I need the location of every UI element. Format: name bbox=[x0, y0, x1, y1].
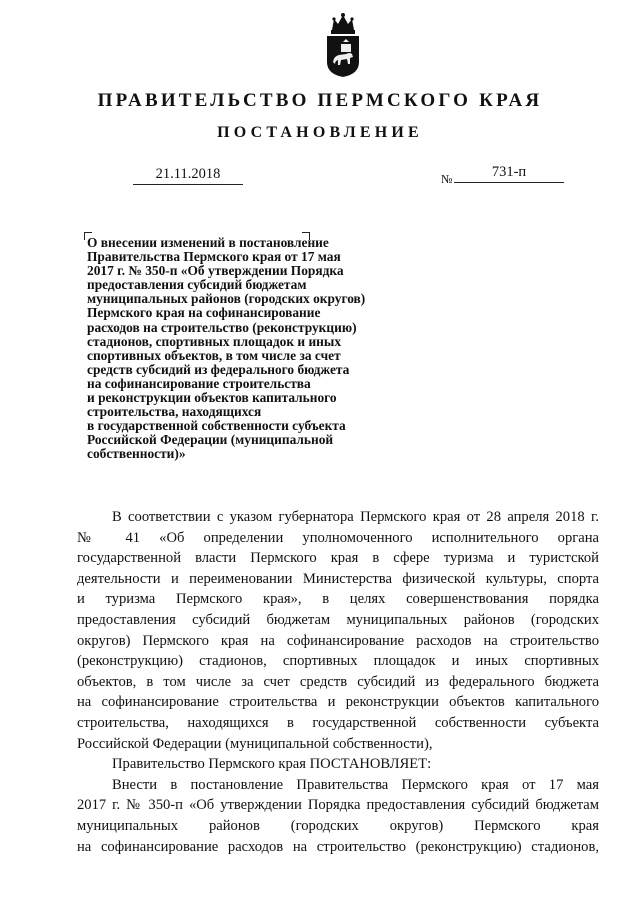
body-line: Правительство Пермского края ПОСТАНОВЛЯЕТ: bbox=[112, 756, 432, 773]
document-number: 731-п bbox=[454, 164, 564, 183]
body-line: государственной власти Пермского края в сфере туризма и туристской bbox=[77, 550, 599, 567]
body-line: 2017 г. № 350-п «Об утверждении Порядка предоставления субсидий бюджетам bbox=[77, 797, 599, 814]
body-line: Российской Федерации (муниципальной собственности), bbox=[77, 735, 433, 752]
title-line: 2017 г. № 350-п «Об утверждении Порядка bbox=[87, 263, 344, 279]
body-line: (реконструкцию) стадионов, спортивных площадок и иных спортивных bbox=[77, 653, 599, 670]
body-line: и туризма Пермского края», в целях совершенствования порядка bbox=[77, 591, 599, 608]
body-line: В соответствии с указом губернатора Пермского края от 28 апреля 2018 г. bbox=[112, 509, 599, 525]
body-line: объектов, в том числе за счет средств субсидий из федерального бюджета bbox=[77, 673, 599, 690]
title-line: и реконструкции объектов капитального bbox=[87, 390, 337, 406]
document-date: 21.11.2018 bbox=[133, 166, 243, 185]
body-line: строительства, находящихся в государственной собственности субъекта bbox=[77, 714, 599, 731]
title-line: средств субсидий из федерального бюджета bbox=[87, 361, 350, 377]
organization-name: ПРАВИТЕЛЬСТВО ПЕРМСКОГО КРАЯ bbox=[97, 90, 543, 111]
title-line: предоставления субсидий бюджетам bbox=[87, 277, 307, 293]
body-line: на софинансирование расходов на строительство (реконструкцию) стадионов, bbox=[77, 838, 599, 855]
title-line: расходов на строительство (реконструкцию) bbox=[87, 319, 357, 335]
coat-of-arms-icon bbox=[322, 12, 364, 78]
title-line: собственности)» bbox=[87, 446, 186, 462]
document-body bbox=[77, 507, 599, 857]
title-line: Российской Федерации (муниципальной bbox=[87, 432, 334, 448]
title-line: муниципальных районов (городских округов) bbox=[87, 291, 366, 307]
title-line: О внесении изменений в постановление bbox=[87, 235, 329, 250]
body-line: № 41 «Об определении уполномоченного исполнительного органа bbox=[77, 529, 599, 546]
body-line: муниципальных районов (городских округов) Пермского края bbox=[77, 817, 599, 834]
title-line: спортивных объектов, в том числе за счет bbox=[87, 347, 341, 363]
body-line: предоставления субсидий бюджетам муниципальных районов (городских bbox=[77, 611, 599, 628]
body-line: округов) Пермского края на софинансирование расходов на строительство bbox=[77, 632, 599, 649]
body-line: деятельности и переименовании Министерства физической культуры, спорта bbox=[77, 570, 599, 587]
title-line: в государственной собственности субъекта bbox=[87, 418, 346, 434]
title-line: Пермского края на софинансирование bbox=[87, 305, 321, 321]
title-line: Правительства Пермского края от 17 мая bbox=[87, 249, 341, 265]
body-line: на софинансирование строительства и реконструкции объектов капитального bbox=[77, 694, 599, 711]
title-line: стадионов, спортивных площадок и иных bbox=[87, 333, 342, 349]
body-line: Внести в постановление Правительства Пермского края от 17 мая bbox=[112, 776, 599, 793]
document-title bbox=[87, 236, 417, 462]
title-line: на софинансирование строительства bbox=[87, 375, 311, 391]
title-line: строительства, находящихся bbox=[87, 404, 262, 420]
number-sign: № bbox=[441, 172, 453, 186]
document-type: ПОСТАНОВЛЕНИЕ bbox=[217, 124, 423, 141]
